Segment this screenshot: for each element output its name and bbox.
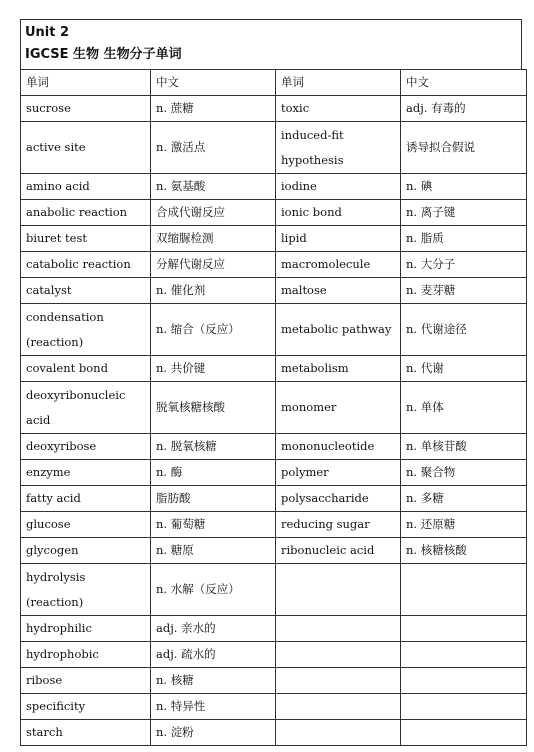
term-left: deoxyribonucleic acid: [21, 382, 151, 434]
table-row: [21, 512, 527, 538]
term-left: sucrose: [21, 96, 151, 122]
table-row: [21, 356, 527, 382]
term-right: ribonucleic acid: [276, 538, 401, 564]
translation-left: n. 缩合（反应）: [151, 304, 276, 356]
term-left: glycogen: [21, 538, 151, 564]
translation-right: n. 离子键: [401, 200, 527, 226]
title-box: [20, 19, 522, 69]
header-chinese-2: 中文: [401, 70, 527, 96]
term-right: mononucleotide: [276, 434, 401, 460]
term-right: metabolic pathway: [276, 304, 401, 356]
translation-left: n. 糖原: [151, 538, 276, 564]
translation-right: n. 麦芽糖: [401, 278, 527, 304]
term-right: polysaccharide: [276, 486, 401, 512]
term-left: glucose: [21, 512, 151, 538]
table-row: [21, 668, 527, 694]
term-right: maltose: [276, 278, 401, 304]
term-left: enzyme: [21, 460, 151, 486]
translation-right: 诱导拟合假说: [401, 122, 527, 174]
translation-right: n. 大分子: [401, 252, 527, 278]
table-row: [21, 616, 527, 642]
term-left: condensation (reaction): [21, 304, 151, 356]
translation-right: [401, 694, 527, 720]
table-row: [21, 564, 527, 616]
table-row: [21, 174, 527, 200]
term-left: specificity: [21, 694, 151, 720]
translation-left: n. 淀粉: [151, 720, 276, 746]
translation-right: n. 单核苷酸: [401, 434, 527, 460]
translation-left: n. 水解（反应）: [151, 564, 276, 616]
translation-right: [401, 616, 527, 642]
translation-right: n. 代谢: [401, 356, 527, 382]
term-right: [276, 720, 401, 746]
term-right: [276, 668, 401, 694]
vocabulary-table: [20, 69, 527, 746]
table-row: [21, 694, 527, 720]
header-word-1: 单词: [21, 70, 151, 96]
translation-left: n. 脱氧核糖: [151, 434, 276, 460]
translation-left: n. 催化剂: [151, 278, 276, 304]
table-row: [21, 538, 527, 564]
term-right: macromolecule: [276, 252, 401, 278]
translation-left: n. 核糖: [151, 668, 276, 694]
translation-right: [401, 642, 527, 668]
term-right: toxic: [276, 96, 401, 122]
term-right: [276, 642, 401, 668]
table-row: [21, 642, 527, 668]
term-right: polymer: [276, 460, 401, 486]
unit-title: Unit 2: [25, 25, 70, 40]
term-right: reducing sugar: [276, 512, 401, 538]
term-right: iodine: [276, 174, 401, 200]
table-row: [21, 200, 527, 226]
table-row: [21, 278, 527, 304]
translation-left: n. 激活点: [151, 122, 276, 174]
translation-right: n. 代谢途径: [401, 304, 527, 356]
term-right: [276, 564, 401, 616]
table-row: [21, 382, 527, 434]
translation-right: n. 核糖核酸: [401, 538, 527, 564]
translation-right: n. 脂质: [401, 226, 527, 252]
term-right: induced-fit hypothesis: [276, 122, 401, 174]
table-row: [21, 96, 527, 122]
term-left: catabolic reaction: [21, 252, 151, 278]
translation-right: adj. 有毒的: [401, 96, 527, 122]
header-word-2: 单词: [276, 70, 401, 96]
translation-right: n. 还原糖: [401, 512, 527, 538]
translation-right: [401, 564, 527, 616]
term-left: hydrolysis (reaction): [21, 564, 151, 616]
vocabulary-document: [20, 19, 522, 746]
translation-left: 分解代谢反应: [151, 252, 276, 278]
term-left: covalent bond: [21, 356, 151, 382]
table-row: [21, 486, 527, 512]
translation-left: n. 氨基酸: [151, 174, 276, 200]
translation-left: adj. 疏水的: [151, 642, 276, 668]
term-left: hydrophobic: [21, 642, 151, 668]
table-row: [21, 460, 527, 486]
term-right: ionic bond: [276, 200, 401, 226]
table-row: [21, 122, 527, 174]
term-left: amino acid: [21, 174, 151, 200]
translation-left: n. 特异性: [151, 694, 276, 720]
translation-left: 双缩脲检测: [151, 226, 276, 252]
header-chinese-1: 中文: [151, 70, 276, 96]
translation-left: n. 共价键: [151, 356, 276, 382]
term-left: biuret test: [21, 226, 151, 252]
translation-left: 脱氧核糖核酸: [151, 382, 276, 434]
translation-left: n. 葡萄糖: [151, 512, 276, 538]
translation-left: adj. 亲水的: [151, 616, 276, 642]
translation-left: 合成代谢反应: [151, 200, 276, 226]
term-left: ribose: [21, 668, 151, 694]
term-left: anabolic reaction: [21, 200, 151, 226]
translation-right: [401, 668, 527, 694]
term-right: [276, 616, 401, 642]
table-row: [21, 252, 527, 278]
table-row: [21, 434, 527, 460]
term-right: metabolism: [276, 356, 401, 382]
translation-left: 脂肪酸: [151, 486, 276, 512]
term-right: [276, 694, 401, 720]
term-left: deoxyribose: [21, 434, 151, 460]
term-left: hydrophilic: [21, 616, 151, 642]
table-row: [21, 226, 527, 252]
term-right: lipid: [276, 226, 401, 252]
translation-right: [401, 720, 527, 746]
table-row: [21, 304, 527, 356]
term-left: catalyst: [21, 278, 151, 304]
table-header-row: [21, 70, 527, 96]
translation-left: n. 酶: [151, 460, 276, 486]
term-right: monomer: [276, 382, 401, 434]
term-left: active site: [21, 122, 151, 174]
translation-right: n. 多糖: [401, 486, 527, 512]
table-row: [21, 720, 527, 746]
term-left: starch: [21, 720, 151, 746]
translation-right: n. 聚合物: [401, 460, 527, 486]
translation-right: n. 碘: [401, 174, 527, 200]
term-left: fatty acid: [21, 486, 151, 512]
document-subtitle: IGCSE 生物 生物分子单词: [25, 47, 182, 62]
translation-right: n. 单体: [401, 382, 527, 434]
translation-left: n. 蔗糖: [151, 96, 276, 122]
